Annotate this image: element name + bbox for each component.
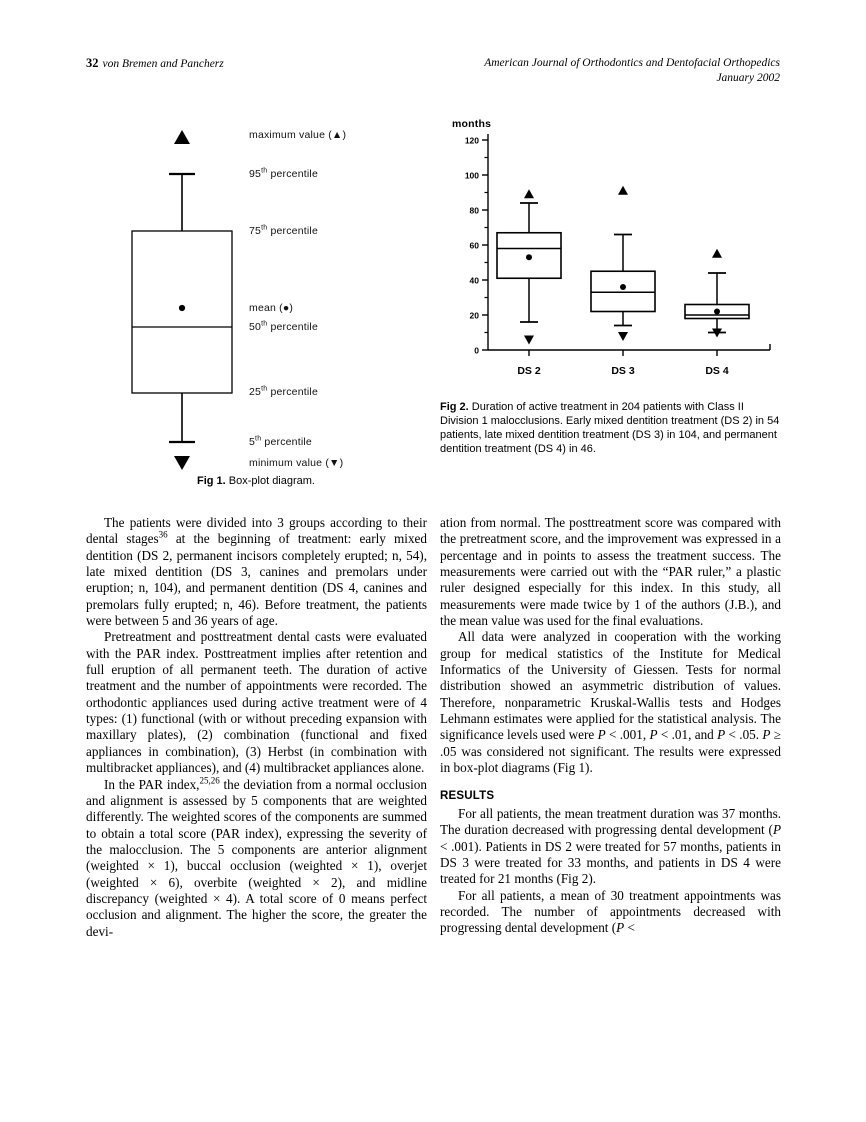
label-p5: 5th percentile	[249, 435, 312, 448]
y-axis-title: months	[452, 118, 492, 130]
paragraph-statistics: All data were analyzed in cooperation with the working group for medical statistics of the Institute for Medical Informatics of the University of Giessen. Tests for normal distribution showed an asymmetric distribution of values. Therefore, nonparametric Kruskal-Wallis tests and Hodges Lehmann estimates were applied for the statistical analysis. The significance levels used were P < .001, P < .01, and P < .05. P ≥ .05 was considered not significant. The results were expressed in box-plot diagrams (Fig 1).	[440, 629, 782, 776]
figure-1-annotation-labels	[86, 112, 426, 472]
paragraph-par-index: In the PAR index,$^{25,26}$ the deviation from a normal occlusion and alignment is assessed by 5 components that are weighted differently. The weighted scores of the components are summed to obtain a total score (PAR index), expressing the severity of the malocclusion. The 5 components are anterior alignment (weighted × 1), buccal occlusion (weighted × 1), overjet (weighted × 6), overbite (weighted × 2), and midline discrepancy (weighted × 4). A total score of 0 means perfect occlusion and alignment. The higher the score, the greater the devi-	[86, 775, 427, 939]
y-axis-tick-label: 100	[464, 170, 479, 181]
paragraph-par-ruler: ation from normal. The posttreatment score was compared with the pretreatment score, and the improvement was expressed in a percentage and in points to assess the treatment success. The measurements were carried out with the “PAR ruler,” a plastic ruler designed especially for this index. In this study, all measurements were made twice by 1 of the authors (J.B.), and the mean value was used for the final evaluations.	[440, 515, 781, 629]
mean-marker-icon	[526, 254, 532, 260]
y-axis-tick-label: 80	[469, 205, 479, 216]
y-axis-tick-label: 120	[464, 135, 479, 146]
running-head-right	[484, 56, 780, 86]
y-axis-tick-label: 40	[469, 275, 479, 286]
figure-2-plot	[440, 112, 780, 392]
figure-1	[86, 112, 426, 492]
label-p50: 50th percentile	[249, 320, 318, 333]
paragraph-results-appointments: For all patients, a mean of 30 treatment appointments was recorded. The number of appointments decreased with progressing dental development (P <	[440, 887, 781, 936]
maximum-value-marker-icon	[524, 189, 534, 198]
paragraph-groups: The patients were divided into 3 groups according to their dental stages$^{36}$ at the beginning of treatment: early mixed dentition (DS 2, permanent incisors completely erupted; n, 54), late mixed dentition (DS 3, canines and premolars under eruption; n, 104), and permanent dentition (DS 4, canines and premolars fully erupted; n, 46). Before treatment, the patients were between 5 and 36 years of age.	[86, 515, 428, 629]
label-minimum-value: minimum value (▼)	[249, 457, 344, 469]
label-p95: 95th percentile	[249, 167, 318, 180]
figure-1-caption	[86, 474, 426, 488]
journal-issue: January 2002	[716, 72, 780, 84]
mean-marker-icon	[714, 309, 720, 315]
x-axis-category-label: DS 4	[705, 365, 729, 377]
figure-2-boxplot-chart	[440, 112, 780, 392]
journal-title: American Journal of Orthodontics and Dentofacial Orthopedics	[484, 57, 780, 69]
minimum-value-marker-icon	[524, 336, 534, 345]
y-axis-tick-label: 0	[474, 345, 479, 356]
body-right-column	[440, 515, 781, 937]
paragraph-results-duration: For all patients, the mean treatment duration was 37 months. The duration decreased with progressing dental development (P < .001). Patients in DS 2 were treated for 57 months, patients in DS 3 were treated for 33 months, and patients in DS 4 were treated for 21 months (Fig 2).	[440, 805, 781, 887]
boxplot-ds-2	[497, 189, 561, 344]
figure-2	[440, 112, 780, 455]
x-axis-category-label: DS 2	[517, 365, 541, 377]
running-head-authors: von Bremen and Pancherz	[102, 58, 224, 70]
paragraph-casts: Pretreatment and posttreatment dental casts were evaluated with the PAR index. Posttreatment implies after retention and full eruption of all permanent teeth. The duration of active treatment and the number of appointments were recorded. The orthodontic appliances used during active treatment were of 4 types: (1) functional (with or without preceding expansion with maxillary plates), (2) combination (functional and fixed appliances in combination), (3) Herbst (in combination with multibracket appliances), and (4) multibracket appliances alone.	[86, 629, 427, 776]
label-p75: 75th percentile	[249, 224, 318, 237]
minimum-value-marker-icon	[618, 332, 628, 341]
figure-1-caption-label: Fig 1.	[196, 475, 226, 487]
page-number: 32	[86, 56, 99, 70]
mean-marker-icon	[620, 284, 626, 290]
figure-2-caption-text: Duration of active treatment in 204 patients with Class II Division 1 malocclusions. Early mixed dentition treatment (DS 2) in 54 patients, late mixed dentition treatment (DS 3) in 104, and permanent dentition treatment (DS 4) in 46.	[440, 401, 780, 455]
running-head	[86, 56, 780, 96]
label-maximum-value: maximum value (▲)	[249, 129, 347, 141]
figure-2-caption	[440, 400, 780, 456]
section-heading-results: RESULTS	[440, 789, 495, 802]
figure-1-caption-text: Box-plot diagram.	[228, 475, 315, 487]
boxplot-ds-3	[591, 186, 655, 341]
label-mean: mean (●)	[249, 302, 294, 314]
running-head-left	[86, 56, 224, 71]
boxplot-ds-4	[685, 249, 749, 338]
figure-2-caption-label: Fig 2.	[440, 401, 469, 413]
maximum-value-marker-icon	[618, 186, 628, 195]
y-axis-tick-label: 20	[469, 310, 479, 321]
y-axis-tick-label: 60	[469, 240, 479, 251]
label-p25: 25th percentile	[249, 385, 318, 398]
body-left-column	[86, 515, 427, 940]
maximum-value-marker-icon	[712, 249, 722, 258]
x-axis-category-label: DS 3	[611, 365, 635, 377]
interquartile-box	[591, 271, 655, 311]
